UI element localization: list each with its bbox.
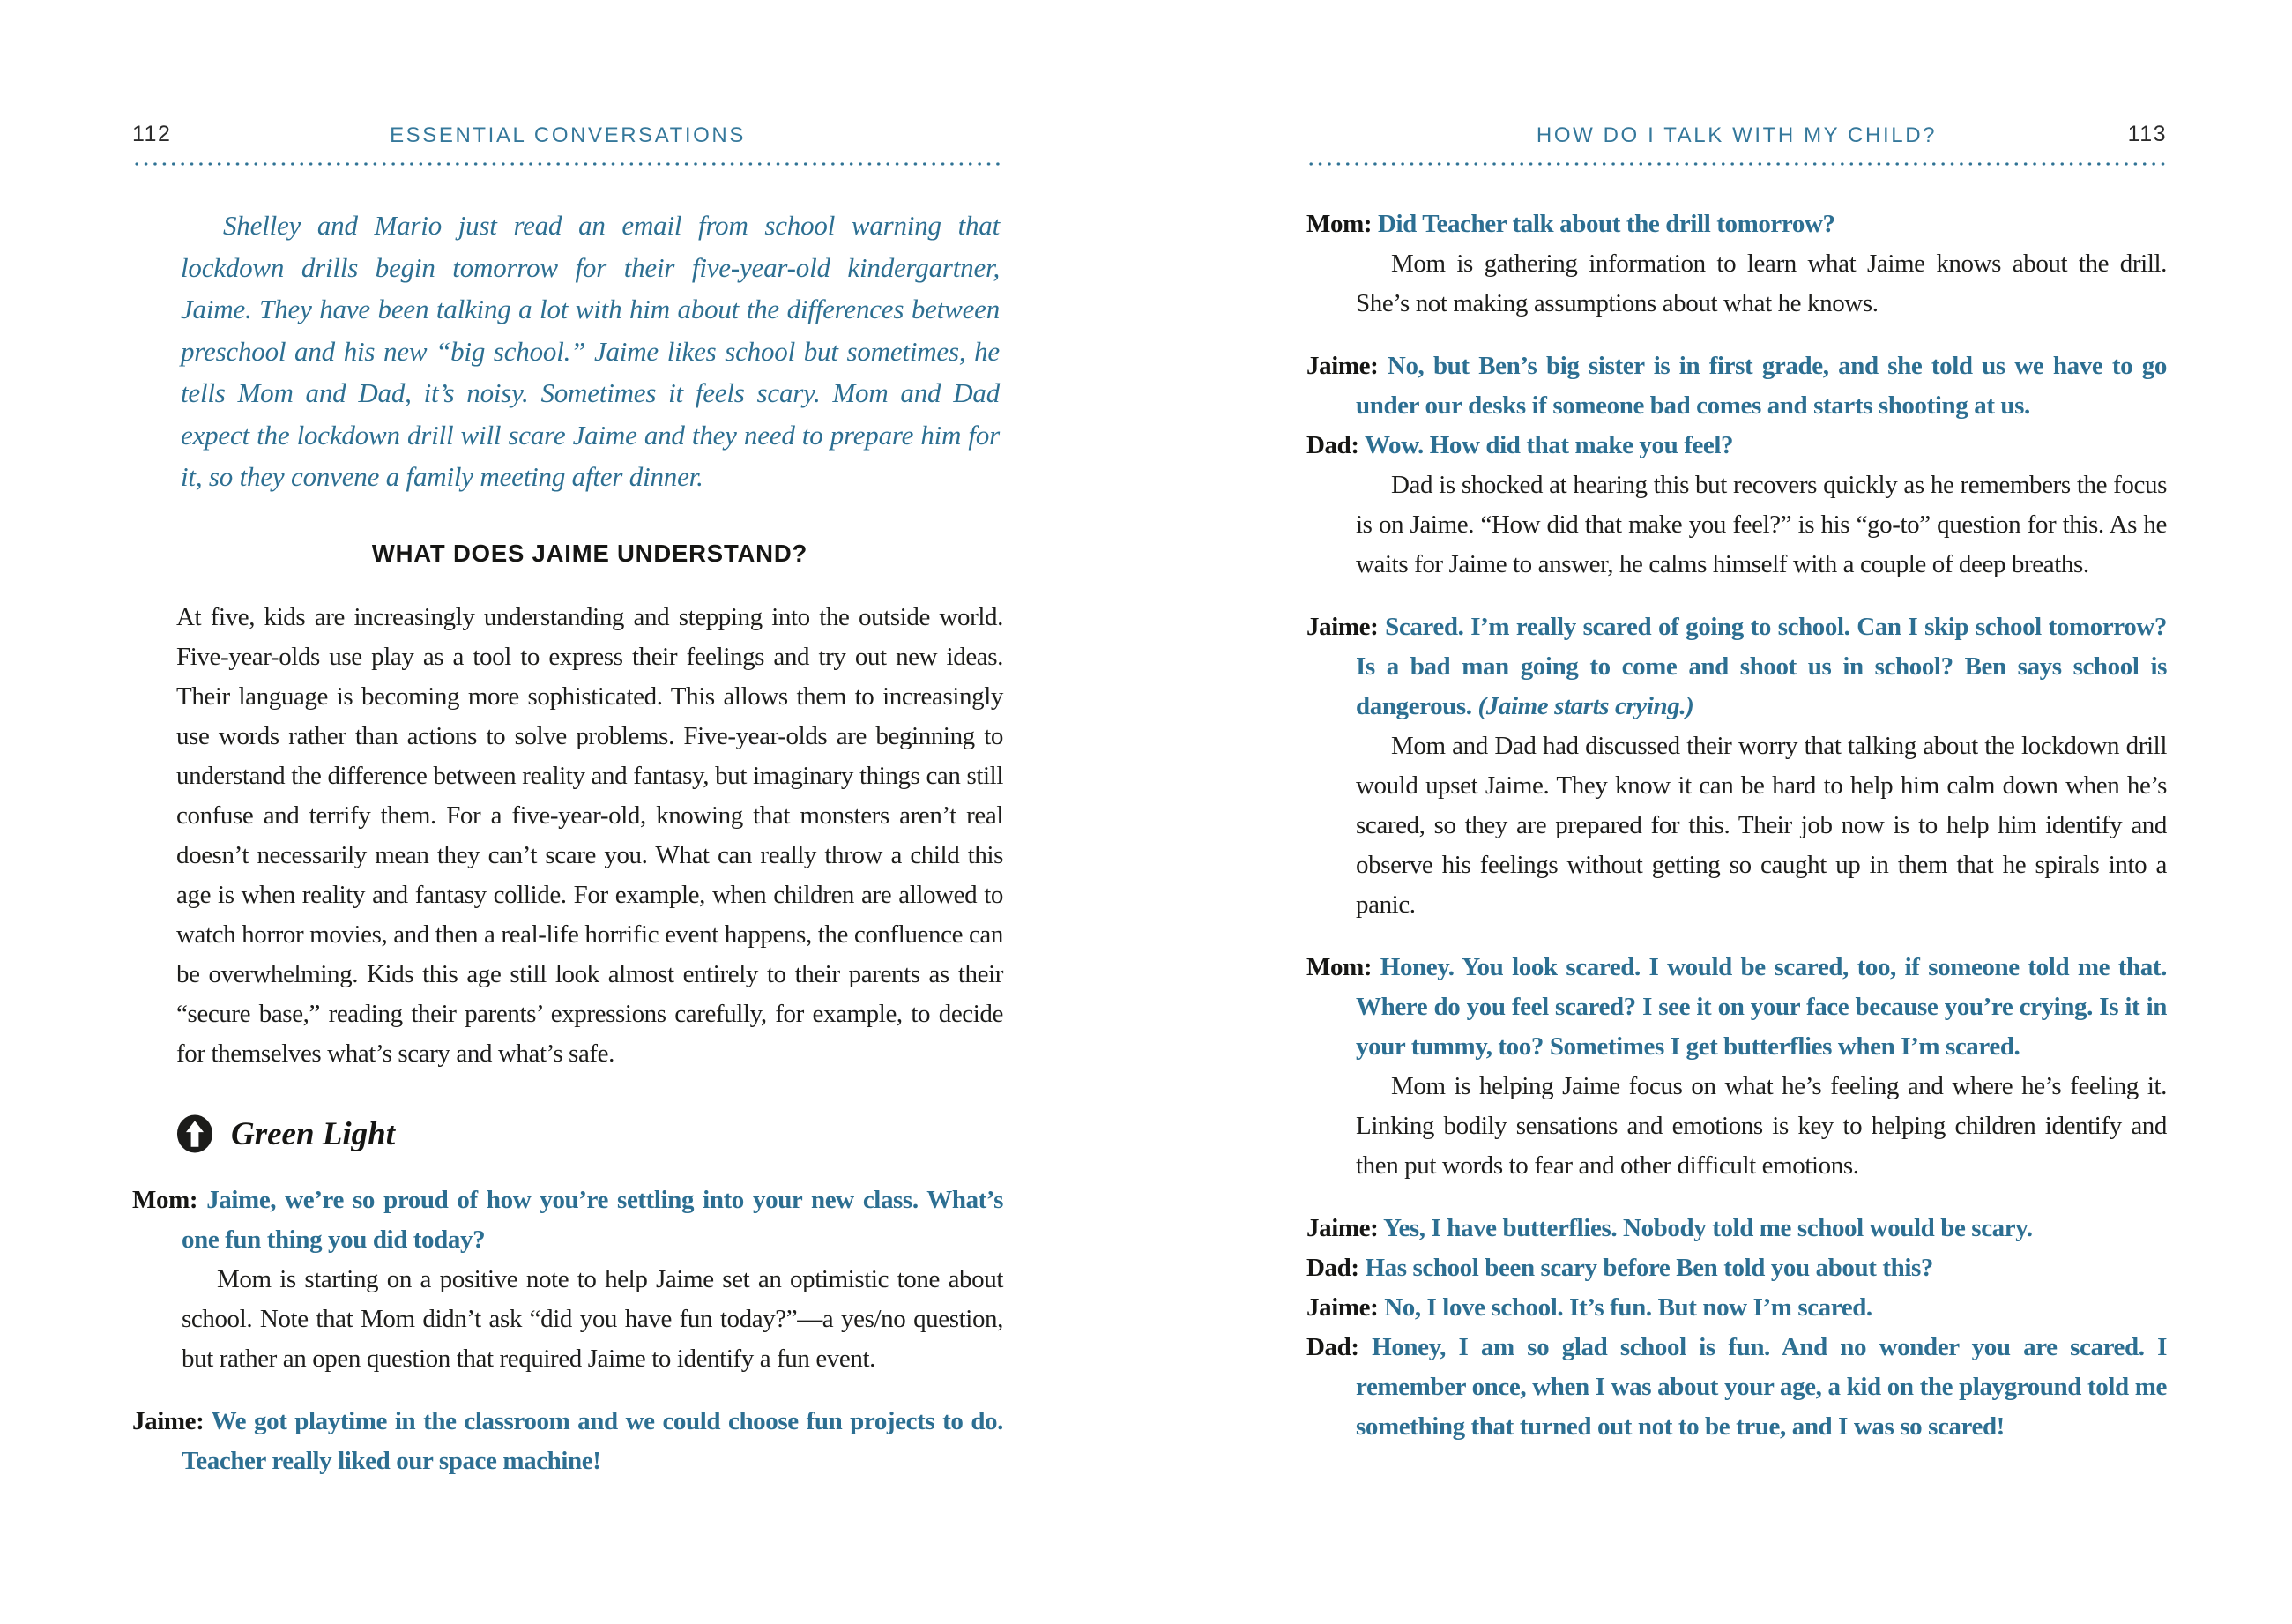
commentary-paragraph: Mom is starting on a positive note to help Jaime set an optimistic tone about school. Note that Mom didn’t ask “did you have fun today?”—a yes/no question, but rather an open question that required Jaime to identify a fun event. xyxy=(182,1264,1003,1373)
dialogue-text: Has school been scary before Ben told you about this? xyxy=(1365,1254,1933,1282)
running-head: ESSENTIAL CONVERSATIONS xyxy=(390,123,746,147)
dialogue-line xyxy=(1306,1248,2167,1288)
dialogue-text: Honey. You look scared. I would be scared, too, if someone told me that. Where do you feel scared? I see it on your face because you’re crying. Is it in your tummy, too? Sometimes I get butterflies when I’m scared. xyxy=(1356,953,2167,1061)
speaker-label: Jaime: xyxy=(1306,1293,1379,1322)
dialogue-line xyxy=(132,1402,1003,1481)
page-number: 113 xyxy=(2127,122,2167,146)
dialogue-text: Yes, I have butterflies. Nobody told me school would be scary. xyxy=(1383,1214,2033,1242)
page-number: 112 xyxy=(132,122,172,146)
dialogue-text: No, but Ben’s big sister is in first grade, and she told us we have to go under our desks if someone bad comes and starts shooting at us. xyxy=(1356,352,2167,420)
speaker-label: Mom: xyxy=(1306,953,1373,981)
dialogue-text: Wow. How did that make you feel? xyxy=(1364,431,1734,459)
dialogue-text: Honey, I am so glad school is fun. And no wonder you are scared. I remember once, when I was about your age, a kid on the playground told me something that turned out not to be true, and I was so scared! xyxy=(1356,1333,2167,1441)
commentary-paragraph: Mom and Dad had discussed their worry that talking about the lockdown drill would upset Jaime. They know it can be hard to help him calm down when he’s scared, so they are prepared for this. Their job now is to help him identify and observe his feelings without getting so caught up in them that he spirals into a panic. xyxy=(1356,732,2167,919)
dialogue-text: Did Teacher talk about the drill tomorrow? xyxy=(1377,210,1835,238)
page-right-header xyxy=(1306,122,2167,152)
page-left-header xyxy=(132,122,1003,152)
stage-direction: (Jaime starts crying.) xyxy=(1477,692,1694,720)
scenario-intro-paragraph: Shelley and Mario just read an email from school warning that lockdown drills begin tomorrow for their five-year-old kindergartner, Jaime. They have been talking a lot with him about the differences between preschool and his new “big school.” Jaime likes school but sometimes, he tells Mom and Dad, it’s noisy. Sometimes it feels scary. Mom and Dad expect the lockdown drill will scare Jaime and they need to prepare him for it, so they convene a family meeting after dinner. xyxy=(181,210,1000,492)
dialogue-line xyxy=(1306,426,2167,466)
speaker-label: Jaime: xyxy=(132,1406,205,1435)
dialogue-line xyxy=(1306,1328,2167,1447)
green-light-heading xyxy=(176,1114,1003,1154)
speaker-label: Dad: xyxy=(1306,431,1359,459)
dialogue-text: We got playtime in the classroom and we could choose fun projects to do. Teacher really liked our space machine! xyxy=(182,1406,1003,1475)
dotted-rule xyxy=(1306,162,2167,166)
page-right-content xyxy=(1306,205,2167,1447)
commentary-paragraph: Dad is shocked at hearing this but recovers quickly as he remembers the focus is on Jaime. “How did that make you feel?” is his “go-to” question for this. As he waits for Jaime to answer, he calms himself with a couple of deep breaths. xyxy=(1356,471,2167,578)
speaker-label: Jaime: xyxy=(1306,352,1379,380)
dialogue-text: Scared. I’m really scared of going to school. Can I skip school tomorrow? Is a bad man going to come and shoot us in school? Ben says school is dangerous. xyxy=(1356,613,2167,720)
speaker-label: Jaime: xyxy=(1306,1214,1379,1242)
page-left-content xyxy=(132,205,1003,1481)
dialogue-line xyxy=(132,1181,1003,1260)
speaker-label: Mom: xyxy=(1306,210,1373,238)
up-arrow-circle-icon xyxy=(176,1114,213,1153)
speaker-label: Dad: xyxy=(1306,1333,1359,1361)
body-paragraph: At five, kids are increasingly understanding and stepping into the outside world. Five-year-olds use play as a tool to express their feelings and try out new ideas. Their language is becoming more sophisticated. This allows them to increasingly use words rather than actions to solve problems. Five-year-olds are beginning to understand the difference between reality and fantasy, but imaginary things can still confuse and terrify them. For a five-year-old, knowing that monsters aren’t real doesn’t necessarily mean they can’t scare you. What can really throw a child this age is when reality and fantasy collide. For example, when children are allowed to watch horror movies, and then a real-life horrific event happens, the confluence can be overwhelming. Kids this age still look almost entirely to their parents as their “secure base,” reading their parents’ expressions carefully, for example, to decide for themselves what’s scary and what’s safe. xyxy=(176,602,1003,1068)
green-light-label: Green Light xyxy=(231,1115,396,1152)
running-head: HOW DO I TALK WITH MY CHILD? xyxy=(1536,123,1938,147)
section-heading: WHAT DOES JAIME UNDERSTAND? xyxy=(371,539,808,567)
dialogue-text: No, I love school. It’s fun. But now I’m scared. xyxy=(1384,1293,1872,1322)
dialogue-text: Jaime, we’re so proud of how you’re settling into your new class. What’s one fun thing you did today? xyxy=(182,1185,1003,1254)
speaker-label: Dad: xyxy=(1306,1254,1359,1282)
dotted-rule xyxy=(132,162,1003,166)
commentary-paragraph: Mom is helping Jaime focus on what he’s feeling and where he’s feeling it. Linking bodily sensations and emotions is key to helping children identify and then put words to fear and other difficult emotions. xyxy=(1356,1072,2167,1180)
dialogue-line xyxy=(1306,1209,2167,1248)
speaker-label: Jaime: xyxy=(1306,613,1379,641)
dialogue-line xyxy=(1306,948,2167,1067)
dialogue-line xyxy=(1306,346,2167,426)
dialogue-line xyxy=(1306,205,2167,244)
page-left xyxy=(132,122,1003,1481)
page-right xyxy=(1306,122,2167,1447)
dialogue-line xyxy=(1306,607,2167,726)
commentary-paragraph: Mom is gathering information to learn what Jaime knows about the drill. She’s not making assumptions about what he knows. xyxy=(1356,250,2167,317)
speaker-label: Mom: xyxy=(132,1185,198,1214)
dialogue-line xyxy=(1306,1288,2167,1328)
